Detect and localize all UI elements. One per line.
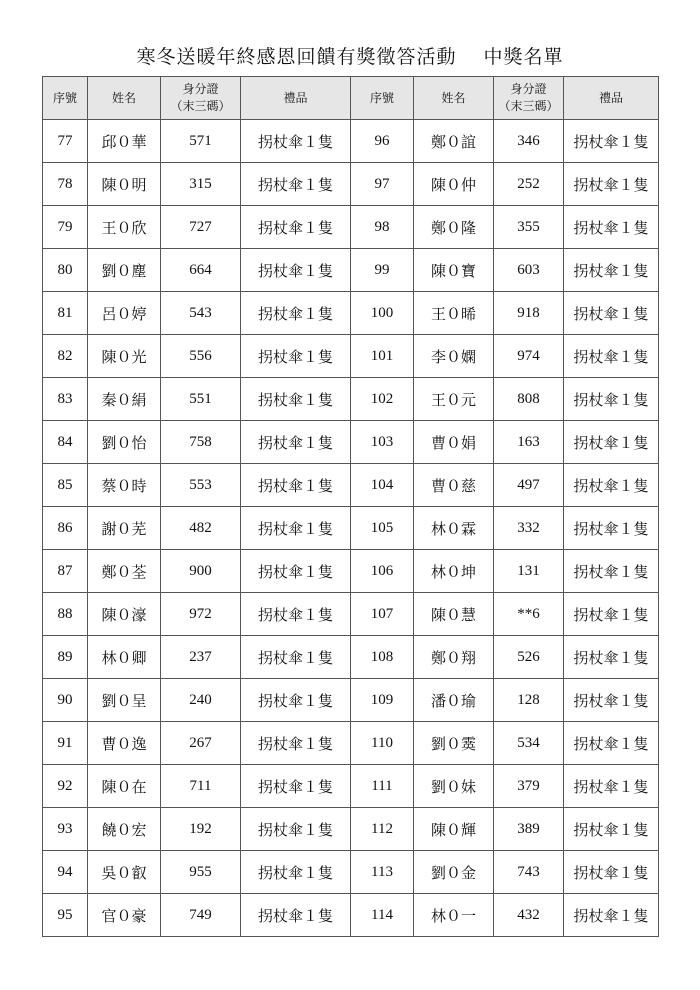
cell-gift: 拐杖傘１隻 bbox=[564, 679, 659, 722]
header-name: 姓名 bbox=[414, 77, 494, 120]
cell-seq: 102 bbox=[351, 378, 414, 421]
cell-id-last3: 131 bbox=[494, 550, 564, 593]
cell-seq: 82 bbox=[43, 335, 88, 378]
cell-id-last3: 711 bbox=[161, 765, 241, 808]
winners-table bbox=[42, 76, 659, 937]
cell-name: 謝０芜 bbox=[88, 507, 161, 550]
cell-gift: 拐杖傘１隻 bbox=[564, 722, 659, 765]
cell-gift: 拐杖傘１隻 bbox=[241, 894, 351, 937]
page-title: 寒冬送暖年終感恩回饋有獎徵答活動 中獎名單 bbox=[136, 46, 564, 68]
cell-id-last3: 192 bbox=[161, 808, 241, 851]
cell-name: 官０豪 bbox=[88, 894, 161, 937]
cell-seq: 89 bbox=[43, 636, 88, 679]
cell-seq: 104 bbox=[351, 464, 414, 507]
cell-id-last3: 237 bbox=[161, 636, 241, 679]
cell-id-last3: 346 bbox=[494, 120, 564, 163]
cell-name: 劉０塵 bbox=[88, 249, 161, 292]
cell-gift: 拐杖傘１隻 bbox=[241, 808, 351, 851]
table-row bbox=[43, 249, 659, 292]
cell-gift: 拐杖傘１隻 bbox=[241, 851, 351, 894]
cell-gift: 拐杖傘１隻 bbox=[564, 636, 659, 679]
cell-gift: 拐杖傘１隻 bbox=[564, 206, 659, 249]
cell-name: 潘０瑜 bbox=[414, 679, 494, 722]
header-row bbox=[43, 77, 659, 120]
cell-seq: 91 bbox=[43, 722, 88, 765]
cell-id-last3: 603 bbox=[494, 249, 564, 292]
cell-name: 劉０怡 bbox=[88, 421, 161, 464]
cell-seq: 92 bbox=[43, 765, 88, 808]
cell-seq: 87 bbox=[43, 550, 88, 593]
cell-id-last3: 482 bbox=[161, 507, 241, 550]
cell-gift: 拐杖傘１隻 bbox=[241, 206, 351, 249]
cell-seq: 108 bbox=[351, 636, 414, 679]
cell-gift: 拐杖傘１隻 bbox=[564, 120, 659, 163]
header-gift: 禮品 bbox=[564, 77, 659, 120]
cell-id-last3: 432 bbox=[494, 894, 564, 937]
header-id-line1: 身分證 bbox=[510, 82, 547, 96]
header-gift: 禮品 bbox=[241, 77, 351, 120]
cell-gift: 拐杖傘１隻 bbox=[564, 507, 659, 550]
cell-gift: 拐杖傘１隻 bbox=[241, 722, 351, 765]
cell-seq: 101 bbox=[351, 335, 414, 378]
cell-seq: 79 bbox=[43, 206, 88, 249]
cell-name: 秦０絹 bbox=[88, 378, 161, 421]
cell-gift: 拐杖傘１隻 bbox=[564, 292, 659, 335]
table-row bbox=[43, 206, 659, 249]
table-row bbox=[43, 507, 659, 550]
cell-name: 陳０在 bbox=[88, 765, 161, 808]
cell-seq: 103 bbox=[351, 421, 414, 464]
cell-gift: 拐杖傘１隻 bbox=[241, 636, 351, 679]
cell-seq: 111 bbox=[351, 765, 414, 808]
cell-seq: 86 bbox=[43, 507, 88, 550]
cell-name: 王０欣 bbox=[88, 206, 161, 249]
cell-seq: 77 bbox=[43, 120, 88, 163]
cell-name: 鄭０翔 bbox=[414, 636, 494, 679]
table-row bbox=[43, 765, 659, 808]
cell-gift: 拐杖傘１隻 bbox=[564, 593, 659, 636]
cell-id-last3: 556 bbox=[161, 335, 241, 378]
cell-gift: 拐杖傘１隻 bbox=[241, 163, 351, 206]
table-row bbox=[43, 851, 659, 894]
cell-name: 劉０呈 bbox=[88, 679, 161, 722]
cell-gift: 拐杖傘１隻 bbox=[564, 808, 659, 851]
cell-id-last3: 918 bbox=[494, 292, 564, 335]
cell-gift: 拐杖傘１隻 bbox=[241, 550, 351, 593]
cell-seq: 100 bbox=[351, 292, 414, 335]
cell-id-last3: 955 bbox=[161, 851, 241, 894]
cell-gift: 拐杖傘１隻 bbox=[241, 679, 351, 722]
cell-gift: 拐杖傘１隻 bbox=[241, 593, 351, 636]
cell-name: 呂０婷 bbox=[88, 292, 161, 335]
cell-gift: 拐杖傘１隻 bbox=[241, 335, 351, 378]
cell-seq: 90 bbox=[43, 679, 88, 722]
cell-id-last3: 332 bbox=[494, 507, 564, 550]
cell-id-last3: 664 bbox=[161, 249, 241, 292]
table-row bbox=[43, 464, 659, 507]
cell-id-last3: 972 bbox=[161, 593, 241, 636]
cell-gift: 拐杖傘１隻 bbox=[241, 292, 351, 335]
cell-name: 曹０慈 bbox=[414, 464, 494, 507]
cell-name: 劉０妹 bbox=[414, 765, 494, 808]
cell-id-last3: 534 bbox=[494, 722, 564, 765]
cell-seq: 83 bbox=[43, 378, 88, 421]
table-row bbox=[43, 679, 659, 722]
table-row bbox=[43, 421, 659, 464]
cell-name: 鄭０隆 bbox=[414, 206, 494, 249]
cell-name: 林０卿 bbox=[88, 636, 161, 679]
cell-name: 陳０濠 bbox=[88, 593, 161, 636]
cell-name: 饒０宏 bbox=[88, 808, 161, 851]
cell-seq: 114 bbox=[351, 894, 414, 937]
cell-gift: 拐杖傘１隻 bbox=[241, 421, 351, 464]
cell-name: 邱０華 bbox=[88, 120, 161, 163]
cell-seq: 113 bbox=[351, 851, 414, 894]
table-row bbox=[43, 292, 659, 335]
cell-seq: 112 bbox=[351, 808, 414, 851]
cell-seq: 107 bbox=[351, 593, 414, 636]
cell-seq: 85 bbox=[43, 464, 88, 507]
cell-gift: 拐杖傘１隻 bbox=[564, 335, 659, 378]
cell-id-last3: 526 bbox=[494, 636, 564, 679]
cell-name: 蔡０時 bbox=[88, 464, 161, 507]
cell-seq: 95 bbox=[43, 894, 88, 937]
cell-gift: 拐杖傘１隻 bbox=[564, 378, 659, 421]
cell-name: 陳０慧 bbox=[414, 593, 494, 636]
cell-name: 陳０明 bbox=[88, 163, 161, 206]
cell-id-last3: 743 bbox=[494, 851, 564, 894]
cell-seq: 106 bbox=[351, 550, 414, 593]
cell-gift: 拐杖傘１隻 bbox=[564, 163, 659, 206]
cell-gift: 拐杖傘１隻 bbox=[241, 464, 351, 507]
cell-gift: 拐杖傘１隻 bbox=[564, 894, 659, 937]
cell-seq: 80 bbox=[43, 249, 88, 292]
cell-id-last3: 315 bbox=[161, 163, 241, 206]
table-row bbox=[43, 636, 659, 679]
header-id-line2: （末三碼） bbox=[498, 99, 559, 113]
cell-name: 王０晞 bbox=[414, 292, 494, 335]
cell-id-last3: 727 bbox=[161, 206, 241, 249]
cell-gift: 拐杖傘１隻 bbox=[241, 765, 351, 808]
cell-seq: 94 bbox=[43, 851, 88, 894]
cell-gift: 拐杖傘１隻 bbox=[564, 421, 659, 464]
cell-name: 林０坤 bbox=[414, 550, 494, 593]
cell-seq: 105 bbox=[351, 507, 414, 550]
cell-id-last3: 543 bbox=[161, 292, 241, 335]
header-id bbox=[494, 77, 564, 120]
table-row bbox=[43, 163, 659, 206]
table-row bbox=[43, 550, 659, 593]
cell-id-last3: 355 bbox=[494, 206, 564, 249]
cell-id-last3: 900 bbox=[161, 550, 241, 593]
cell-name: 陳０仲 bbox=[414, 163, 494, 206]
cell-gift: 拐杖傘１隻 bbox=[564, 550, 659, 593]
cell-id-last3: 808 bbox=[494, 378, 564, 421]
header-id-line2: （末三碼） bbox=[170, 99, 231, 113]
cell-name: 鄭０荃 bbox=[88, 550, 161, 593]
cell-name: 林０一 bbox=[414, 894, 494, 937]
cell-seq: 98 bbox=[351, 206, 414, 249]
cell-seq: 84 bbox=[43, 421, 88, 464]
cell-name: 李０嫻 bbox=[414, 335, 494, 378]
cell-gift: 拐杖傘１隻 bbox=[241, 249, 351, 292]
cell-name: 鄭０誼 bbox=[414, 120, 494, 163]
table-row bbox=[43, 335, 659, 378]
cell-seq: 81 bbox=[43, 292, 88, 335]
cell-seq: 93 bbox=[43, 808, 88, 851]
cell-seq: 97 bbox=[351, 163, 414, 206]
cell-id-last3: 974 bbox=[494, 335, 564, 378]
cell-id-last3: 252 bbox=[494, 163, 564, 206]
cell-gift: 拐杖傘１隻 bbox=[241, 378, 351, 421]
cell-gift: 拐杖傘１隻 bbox=[564, 464, 659, 507]
header-name: 姓名 bbox=[88, 77, 161, 120]
table-row bbox=[43, 808, 659, 851]
header-id bbox=[161, 77, 241, 120]
cell-id-last3: 389 bbox=[494, 808, 564, 851]
cell-id-last3: 497 bbox=[494, 464, 564, 507]
cell-seq: 78 bbox=[43, 163, 88, 206]
cell-id-last3: 240 bbox=[161, 679, 241, 722]
cell-id-last3: 749 bbox=[161, 894, 241, 937]
cell-gift: 拐杖傘１隻 bbox=[564, 851, 659, 894]
cell-name: 林０霖 bbox=[414, 507, 494, 550]
table-row bbox=[43, 593, 659, 636]
cell-seq: 88 bbox=[43, 593, 88, 636]
cell-id-last3: 163 bbox=[494, 421, 564, 464]
cell-name: 陳０光 bbox=[88, 335, 161, 378]
cell-id-last3: 571 bbox=[161, 120, 241, 163]
cell-id-last3: 758 bbox=[161, 421, 241, 464]
cell-gift: 拐杖傘１隻 bbox=[241, 120, 351, 163]
table-row bbox=[43, 378, 659, 421]
cell-name: 劉０霙 bbox=[414, 722, 494, 765]
cell-gift: 拐杖傘１隻 bbox=[564, 249, 659, 292]
cell-id-last3: 551 bbox=[161, 378, 241, 421]
cell-seq: 109 bbox=[351, 679, 414, 722]
cell-id-last3: 379 bbox=[494, 765, 564, 808]
cell-seq: 96 bbox=[351, 120, 414, 163]
table-row bbox=[43, 894, 659, 937]
cell-id-last3: 128 bbox=[494, 679, 564, 722]
cell-id-last3: 267 bbox=[161, 722, 241, 765]
table-row bbox=[43, 722, 659, 765]
header-seq: 序號 bbox=[351, 77, 414, 120]
cell-name: 陳０寶 bbox=[414, 249, 494, 292]
cell-name: 吳０叡 bbox=[88, 851, 161, 894]
table-row bbox=[43, 120, 659, 163]
cell-gift: 拐杖傘１隻 bbox=[564, 765, 659, 808]
cell-name: 曹０娟 bbox=[414, 421, 494, 464]
cell-id-last3: **6 bbox=[494, 593, 564, 636]
cell-seq: 110 bbox=[351, 722, 414, 765]
header-id-line1: 身分證 bbox=[182, 82, 219, 96]
cell-name: 王０元 bbox=[414, 378, 494, 421]
header-seq: 序號 bbox=[43, 77, 88, 120]
cell-gift: 拐杖傘１隻 bbox=[241, 507, 351, 550]
cell-id-last3: 553 bbox=[161, 464, 241, 507]
cell-seq: 99 bbox=[351, 249, 414, 292]
cell-name: 陳０輝 bbox=[414, 808, 494, 851]
cell-name: 劉０金 bbox=[414, 851, 494, 894]
cell-name: 曹０逸 bbox=[88, 722, 161, 765]
